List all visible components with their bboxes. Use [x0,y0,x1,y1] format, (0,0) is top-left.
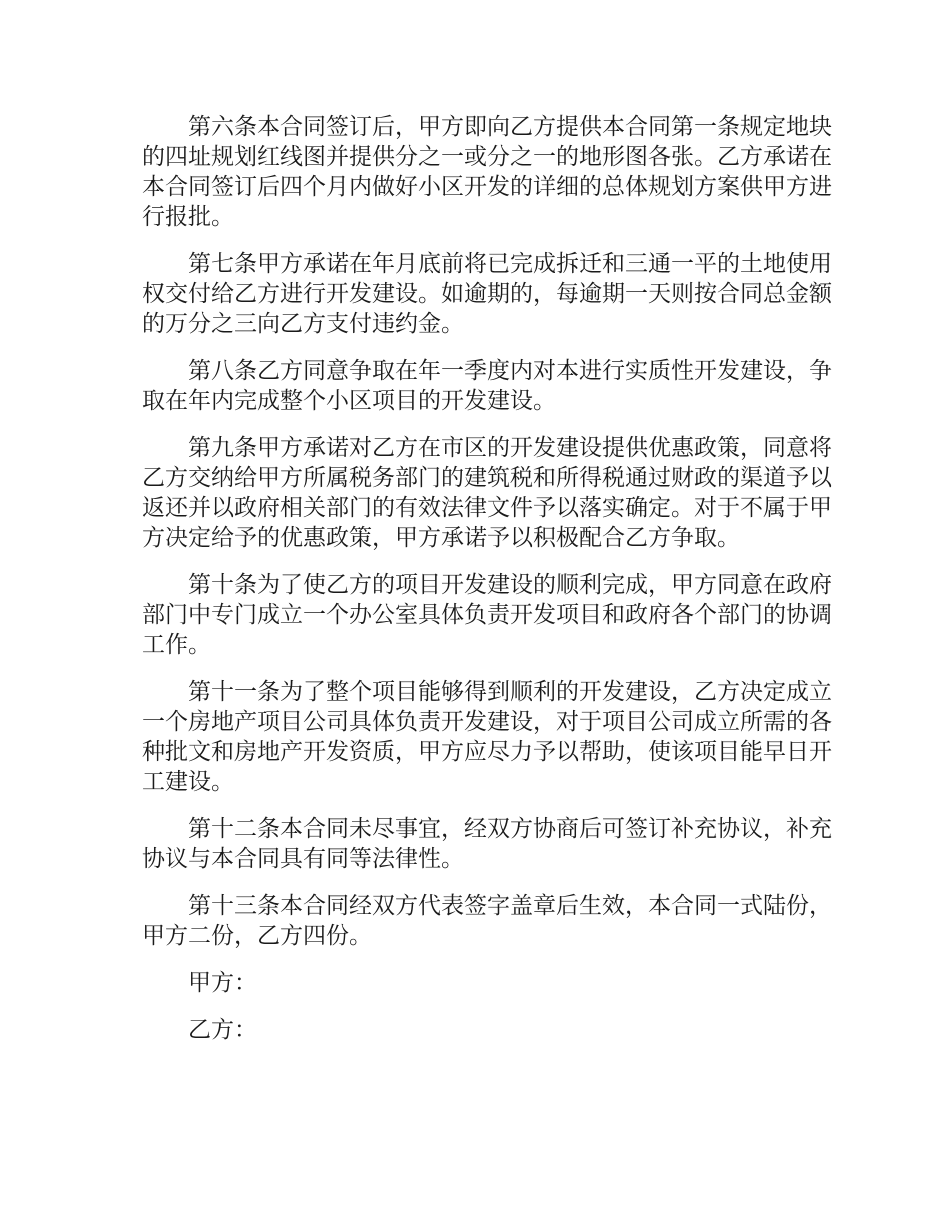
clause-10: 第十条为了使乙方的项目开发建设的顺利完成，甲方同意在政府部门中专门成立一个办公室具体负责开发项目和政府各个部门的协调工作。 [142,572,832,658]
clause-11: 第十一条为了整个项目能够得到顺利的开发建设，乙方决定成立一个房地产项目公司具体负责开发建设，对于项目公司成立所需的各种批文和房地产开发资质，甲方应尽力予以帮助，使该项目能早日开工建设。 [142,679,832,795]
clause-13: 第十三条本合同经双方代表签字盖章后生效，本合同一式陆份，甲方二份，乙方四份。 [142,893,832,949]
clause-7: 第七条甲方承诺在年月底前将已完成拆迁和三通一平的土地使用权交付给乙方进行开发建设。如逾期的，每逾期一天则按合同总金额的万分之三向乙方支付违约金。 [142,251,832,337]
clause-12: 第十二条本合同未尽事宜，经双方协商后可签订补充协议，补充协议与本合同具有同等法律性。 [142,816,832,872]
clause-8: 第八条乙方同意争取在年一季度内对本进行实质性开发建设，争取在年内完成整个小区项目的开发建设。 [142,358,832,414]
document-page [142,112,832,1062]
signature-party-a: 甲方： [188,970,257,996]
signature-party-b: 乙方： [188,1017,257,1043]
clause-6: 第六条本合同签订后，甲方即向乙方提供本合同第一条规定地块的四址规划红线图并提供分之一或分之一的地形图各张。乙方承诺在本合同签订后四个月内做好小区开发的详细的总体规划方案供甲方进行报批。 [142,114,832,230]
clause-9: 第九条甲方承诺对乙方在市区的开发建设提供优惠政策，同意将乙方交纳给甲方所属税务部门的建筑税和所得税通过财政的渠道予以返还并以政府相关部门的有效法律文件予以落实确定。对于不属于甲方决定给予的优惠政策，甲方承诺予以积极配合乙方争取。 [142,435,832,551]
